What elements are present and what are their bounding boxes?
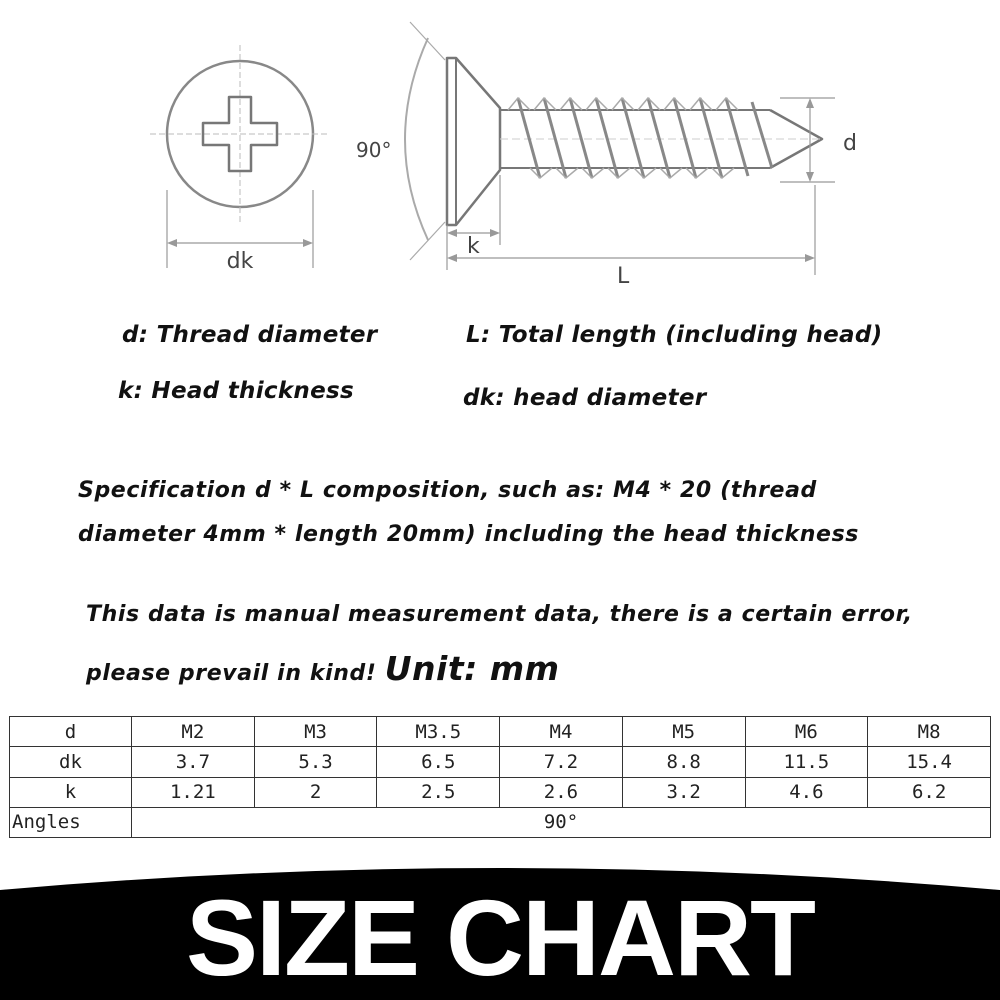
size-header: M6 (745, 717, 868, 747)
table-cell: 2 (254, 777, 377, 807)
table-cell: 4.6 (745, 777, 868, 807)
legend-k: k: Head thickness (118, 378, 354, 404)
angles-value-cell: 90° (132, 807, 991, 837)
size-header: M4 (500, 717, 623, 747)
size-header: M2 (132, 717, 255, 747)
row-label-k: k (10, 777, 132, 807)
spec-note-line-2: diameter 4mm * length 20mm) including the head thickness (78, 522, 859, 547)
measure-note-line-2-text: please prevail in kind! (86, 661, 377, 686)
measure-note (86, 588, 913, 701)
table-cell: 2.6 (500, 777, 623, 807)
table-cell: 6.5 (377, 747, 500, 777)
banner-title: SIZE CHART (186, 877, 814, 998)
measure-note-line-2 (86, 642, 913, 701)
size-header: M3.5 (377, 717, 500, 747)
table-row-dk (10, 747, 991, 777)
size-table (9, 716, 991, 838)
row-label-dk: dk (10, 747, 132, 777)
dk-dimension-label: dk (226, 249, 254, 274)
size-header: M5 (622, 717, 745, 747)
table-cell: 2.5 (377, 777, 500, 807)
table-cell: 3.7 (132, 747, 255, 777)
measure-note-line-1: This data is manual measurement data, there is a certain error, (86, 602, 913, 627)
table-cell: 15.4 (868, 747, 991, 777)
legend-L: L: Total length (including head) (466, 322, 883, 348)
row-label-angles: Angles (10, 807, 132, 837)
unit-label: Unit: mm (384, 649, 560, 688)
table-header-row (10, 717, 991, 747)
table-cell: 11.5 (745, 747, 868, 777)
table-cell: 1.21 (132, 777, 255, 807)
k-dimension-label: k (467, 234, 480, 259)
size-header: M8 (868, 717, 991, 747)
table-row-k (10, 777, 991, 807)
table-row-angles (10, 807, 991, 837)
legend-d: d: Thread diameter (122, 322, 378, 348)
table-cell: 8.8 (622, 747, 745, 777)
header-label-d: d (10, 717, 132, 747)
table-cell: 7.2 (500, 747, 623, 777)
angle-label: 90° (356, 138, 392, 162)
screw-diagram (0, 0, 1000, 300)
table-cell: 5.3 (254, 747, 377, 777)
legend-dk: dk: head diameter (463, 385, 707, 411)
spec-note (78, 469, 859, 557)
head-top-view (150, 45, 330, 268)
spec-note-line-1: Specification d * L composition, such as: M4 * 20 (thread (78, 478, 817, 503)
size-header: M3 (254, 717, 377, 747)
d-dimension-label: d (843, 131, 857, 156)
L-dimension-label: L (617, 264, 630, 289)
table-cell: 6.2 (868, 777, 991, 807)
table-cell: 3.2 (622, 777, 745, 807)
